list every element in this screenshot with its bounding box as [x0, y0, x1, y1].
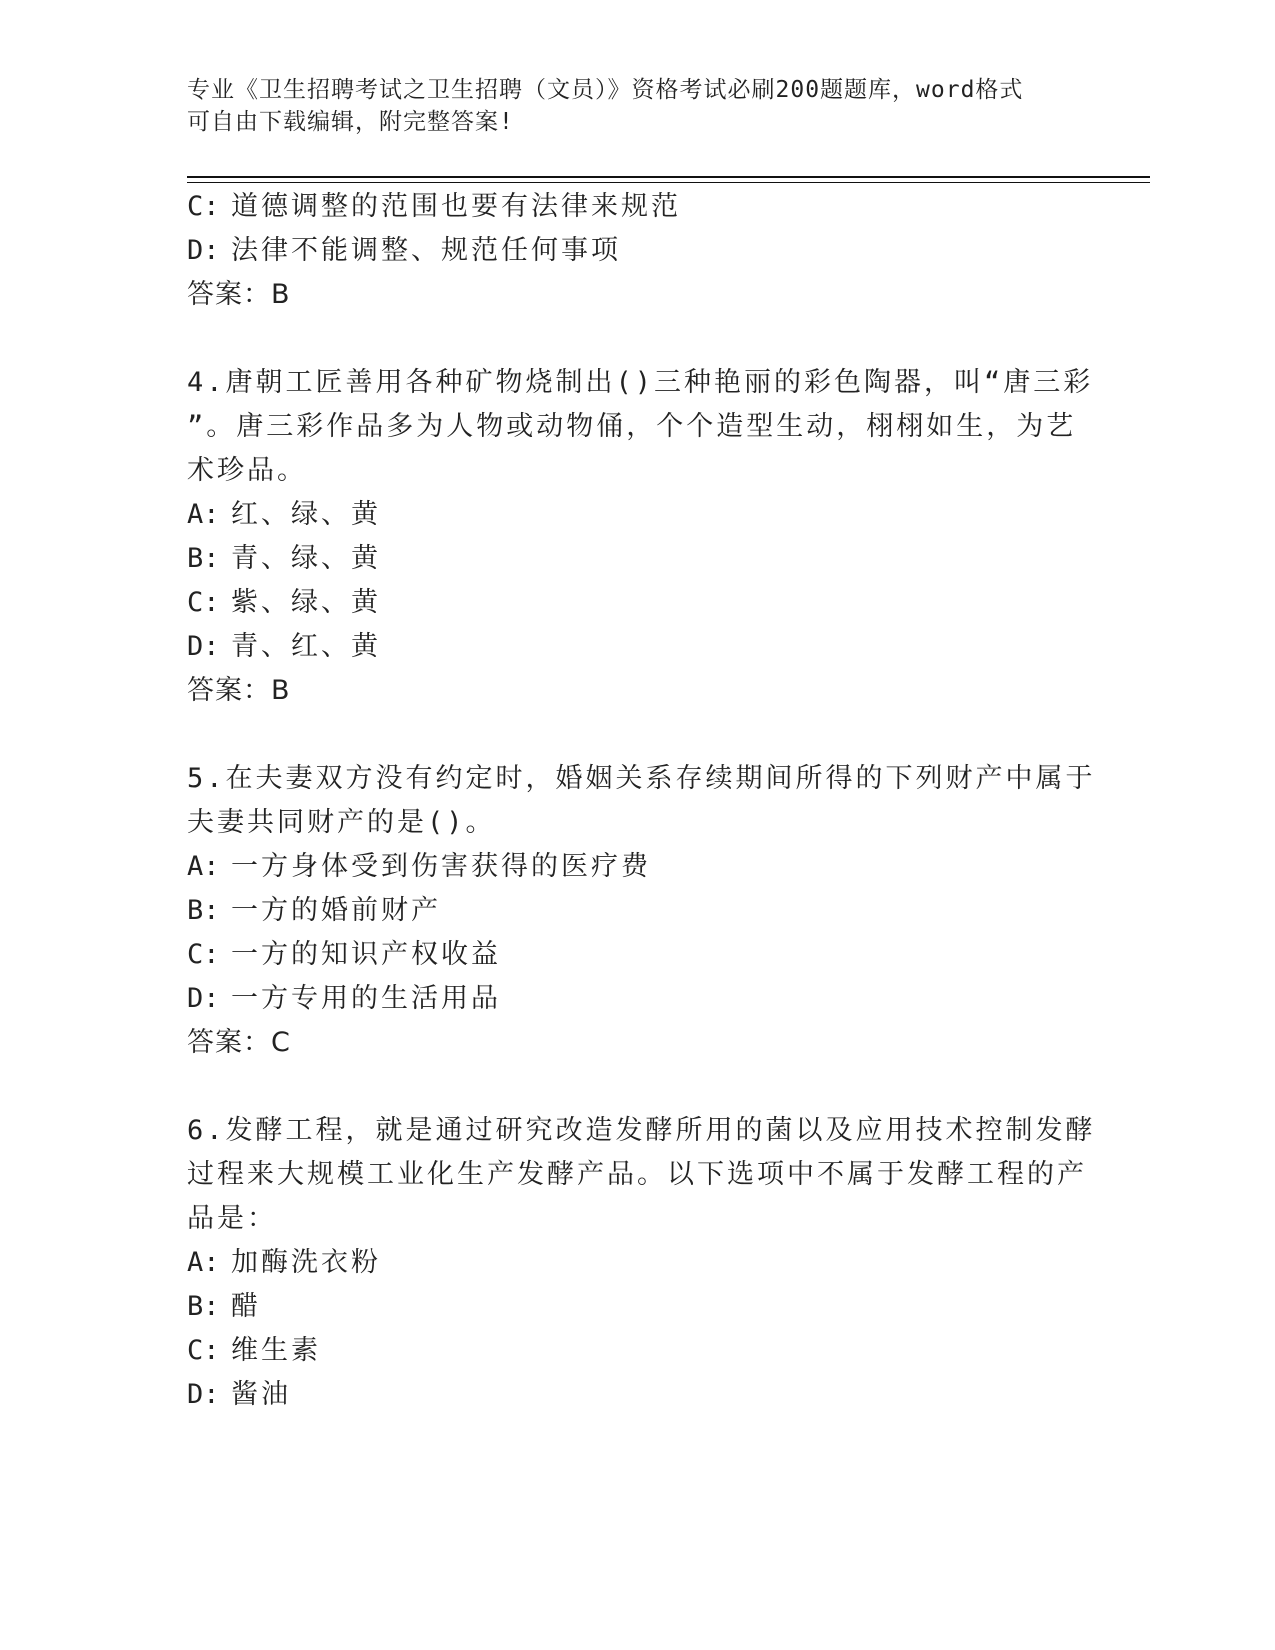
- header-line-1: 专业《卫生招聘考试之卫生招聘（文员）》资格考试必刷200题题库，word格式: [187, 77, 1024, 103]
- q6-option-b: B: 醋: [187, 1291, 261, 1322]
- q5-option-b: B: 一方的婚前财产: [187, 895, 441, 926]
- q6-option-d: D: 酱油: [187, 1379, 291, 1410]
- q4-option-b: B: 青、绿、黄: [187, 543, 381, 574]
- q4-option-c: C: 紫、绿、黄: [187, 587, 381, 618]
- q6-stem-line-1: 6.发酵工程，就是通过研究改造发酵所用的菌以及应用技术控制发酵: [187, 1115, 1096, 1146]
- q4-answer: 答案：B: [187, 675, 291, 706]
- header-line-2: 可自由下载编辑，附完整答案!: [187, 109, 514, 135]
- q3-answer: 答案：B: [187, 279, 291, 310]
- q4-stem-line-3: 术珍品。: [187, 455, 307, 486]
- q4-option-d: D: 青、红、黄: [187, 631, 381, 662]
- q4-stem-line-2: ”。唐三彩作品多为人物或动物俑，个个造型生动，栩栩如生，为艺: [187, 411, 1077, 442]
- q5-option-d: D: 一方专用的生活用品: [187, 983, 501, 1014]
- q5-option-c: C: 一方的知识产权收益: [187, 939, 501, 970]
- q6-stem-line-2: 过程来大规模工业化生产发酵产品。以下选项中不属于发酵工程的产: [187, 1159, 1087, 1190]
- q5-answer: 答案：C: [187, 1027, 291, 1058]
- q6-option-c: C: 维生素: [187, 1335, 321, 1366]
- q4-option-a: A: 红、绿、黄: [187, 499, 381, 530]
- q3-option-d: D: 法律不能调整、规范任何事项: [187, 235, 621, 266]
- header-rule-thin: [187, 182, 1150, 183]
- q6-option-a: A: 加酶洗衣粉: [187, 1247, 381, 1278]
- header-rule-thick: [187, 176, 1150, 178]
- q5-stem-line-1: 5.在夫妻双方没有约定时，婚姻关系存续期间所得的下列财产中属于: [187, 763, 1096, 794]
- q3-option-c: C: 道德调整的范围也要有法律来规范: [187, 191, 681, 222]
- page-header: [187, 74, 1067, 138]
- q4-stem-line-1: 4.唐朝工匠善用各种矿物烧制出()三种艳丽的彩色陶器，叫“唐三彩: [187, 367, 1094, 398]
- q5-option-a: A: 一方身体受到伤害获得的医疗费: [187, 851, 651, 882]
- q5-stem-line-2: 夫妻共同财产的是()。: [187, 807, 496, 838]
- q6-stem-line-3: 品是：: [187, 1203, 277, 1234]
